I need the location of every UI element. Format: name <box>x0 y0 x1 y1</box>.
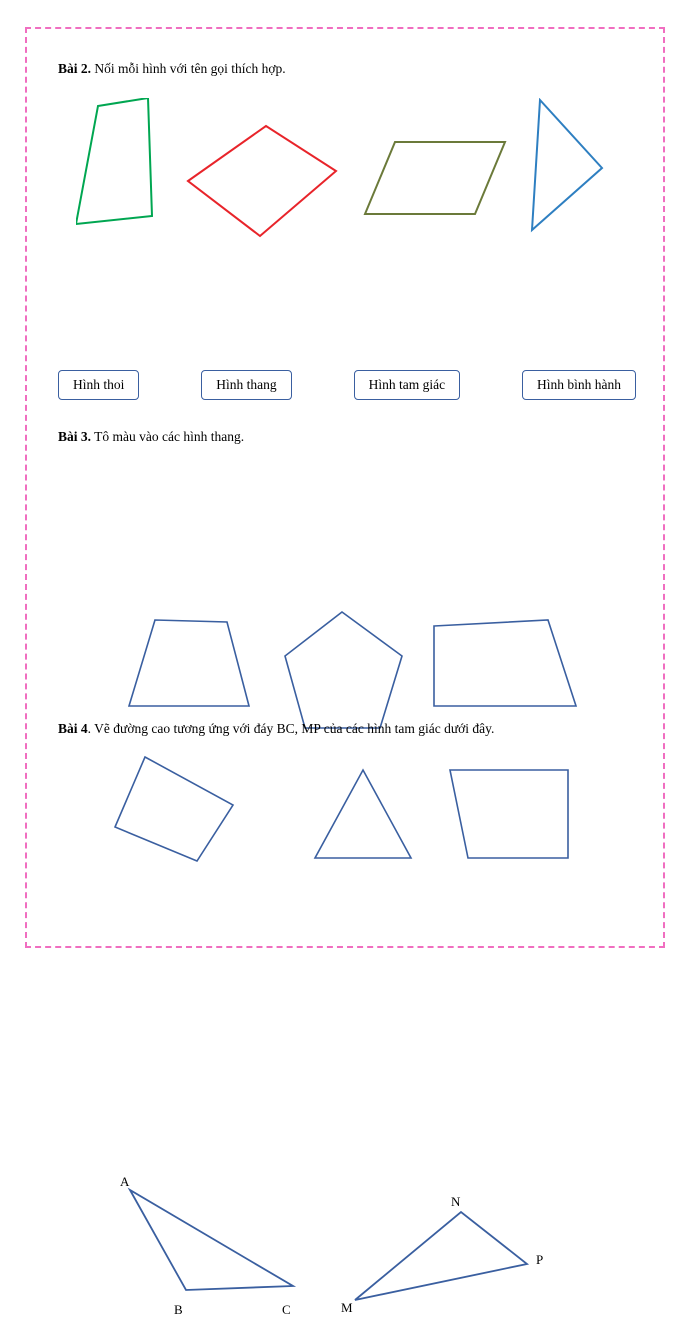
exercise-4-title <box>58 720 636 738</box>
exercise-2-shapes <box>58 98 636 248</box>
shape-trapezoid-green <box>76 98 176 238</box>
shape-triangle <box>313 768 418 863</box>
vertex-label-p: P <box>536 1252 544 1267</box>
shape-pentagon <box>283 610 408 735</box>
shape-triangle-mnp <box>353 1200 543 1315</box>
shape-rhombus-red <box>186 124 346 244</box>
vertex-label-c: C <box>282 1302 291 1317</box>
vertex-label-b: B <box>174 1302 183 1317</box>
shape-quadrilateral-irregular <box>113 755 238 867</box>
worksheet-content <box>58 60 636 1317</box>
exercise-2-title <box>58 60 636 78</box>
exercise-3-heading <box>58 428 636 446</box>
exercise-3-number: Bài 3. <box>58 429 92 444</box>
vertex-label-n: N <box>451 1194 461 1209</box>
option-hinh-thang[interactable]: Hình thang <box>201 370 291 400</box>
option-hinh-binh-hanh[interactable]: Hình bình hành <box>522 370 636 400</box>
vertex-label-a: A <box>120 1174 130 1189</box>
shape-trapezoid-1 <box>128 618 258 713</box>
shape-triangle-blue <box>530 98 620 243</box>
exercise-4-text: . Vẽ đường cao tương ứng với đáy BC, MP của các hình tam giác dưới đây. <box>87 721 495 736</box>
shape-trapezoid-2 <box>433 618 583 713</box>
exercise-2-number: Bài 2. <box>58 61 92 76</box>
option-hinh-tam-giac[interactable]: Hình tam giác <box>354 370 460 400</box>
exercise-2-text: Nối mỗi hình với tên gọi thích hợp. <box>91 61 286 76</box>
option-hinh-thoi[interactable]: Hình thoi <box>58 370 139 400</box>
shape-trapezoid-3 <box>448 768 573 863</box>
exercise-4-heading <box>58 720 636 738</box>
exercise-4-number: Bài 4 <box>58 721 88 736</box>
shape-parallelogram-olive <box>363 140 513 220</box>
shape-triangle-abc <box>123 1180 308 1305</box>
exercise-4-shapes <box>58 1160 636 1320</box>
exercise-2-name-options <box>58 370 636 400</box>
vertex-label-m: M <box>341 1300 353 1315</box>
exercise-3-title <box>58 428 636 446</box>
exercise-3-text: Tô màu vào các hình thang. <box>91 429 245 444</box>
exercise-2-heading <box>58 60 636 78</box>
